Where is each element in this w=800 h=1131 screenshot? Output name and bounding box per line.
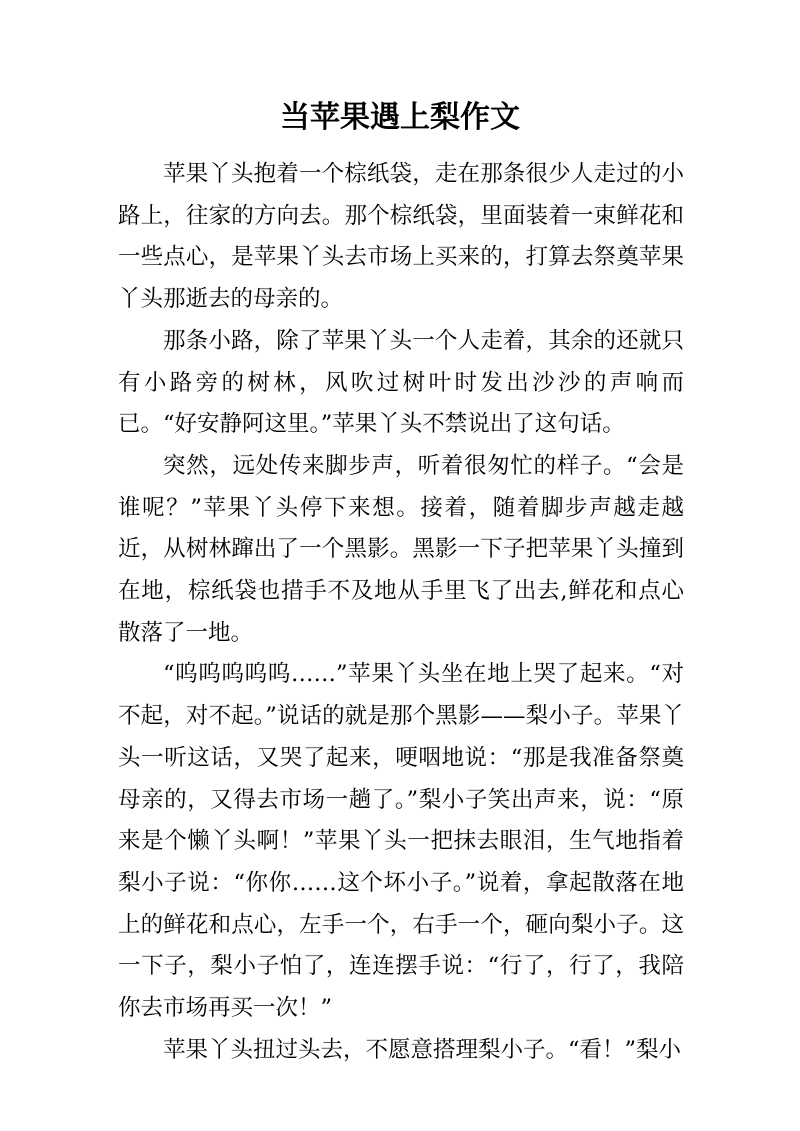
document-body: [118, 154, 684, 1071]
paragraph-2: 那条小路，除了苹果丫头一个人走着，其余的还就只有小路旁的树林，风吹过树叶时发出沙沙的声响而已。“好安静阿这里。”苹果丫头不禁说出了这句话。: [118, 327, 684, 438]
paragraph-4: “呜呜呜呜呜……”苹果丫头坐在地上哭了起来。“对不起，对不起。”说话的就是那个黑影——梨小子。苹果丫头一听这话，又哭了起来，哽咽地说：“那是我准备祭奠母亲的，又得去市场一趟了。”梨小子笑出声来，说：“原来是个懒丫头啊！”苹果丫头一把抹去眼泪，生气地指着梨小子说：“你你……这个坏小子。”说着，拿起散落在地上的鲜花和点心，左手一个，右手一个，砸向梨小子。这一下子，梨小子怕了，连连摆手说：“行了，行了，我陪你去市场再买一次！”: [118, 661, 684, 1022]
paragraph-1: 苹果丫头抱着一个棕纸袋，走在那条很少人走过的小路上，往家的方向去。那个棕纸袋，里面装着一束鲜花和一些点心，是苹果丫头去市场上买来的，打算去祭奠苹果丫头那逝去的母亲的。: [118, 161, 684, 313]
paragraph-3: 突然，远处传来脚步声，听着很匆忙的样子。“会是谁呢？”苹果丫头停下来想。接着，随着脚步声越走越近，从树林蹿出了一个黑影。黑影一下子把苹果丫头撞到在地，棕纸袋也措手不及地从手里飞了出去,鲜花和点心散落了一地。: [118, 452, 684, 646]
paragraph-5: 苹果丫头扭过头去，不愿意搭理梨小子。“看！”梨小: [163, 1036, 682, 1063]
document-title: 当苹果遇上梨作文: [280, 100, 520, 135]
